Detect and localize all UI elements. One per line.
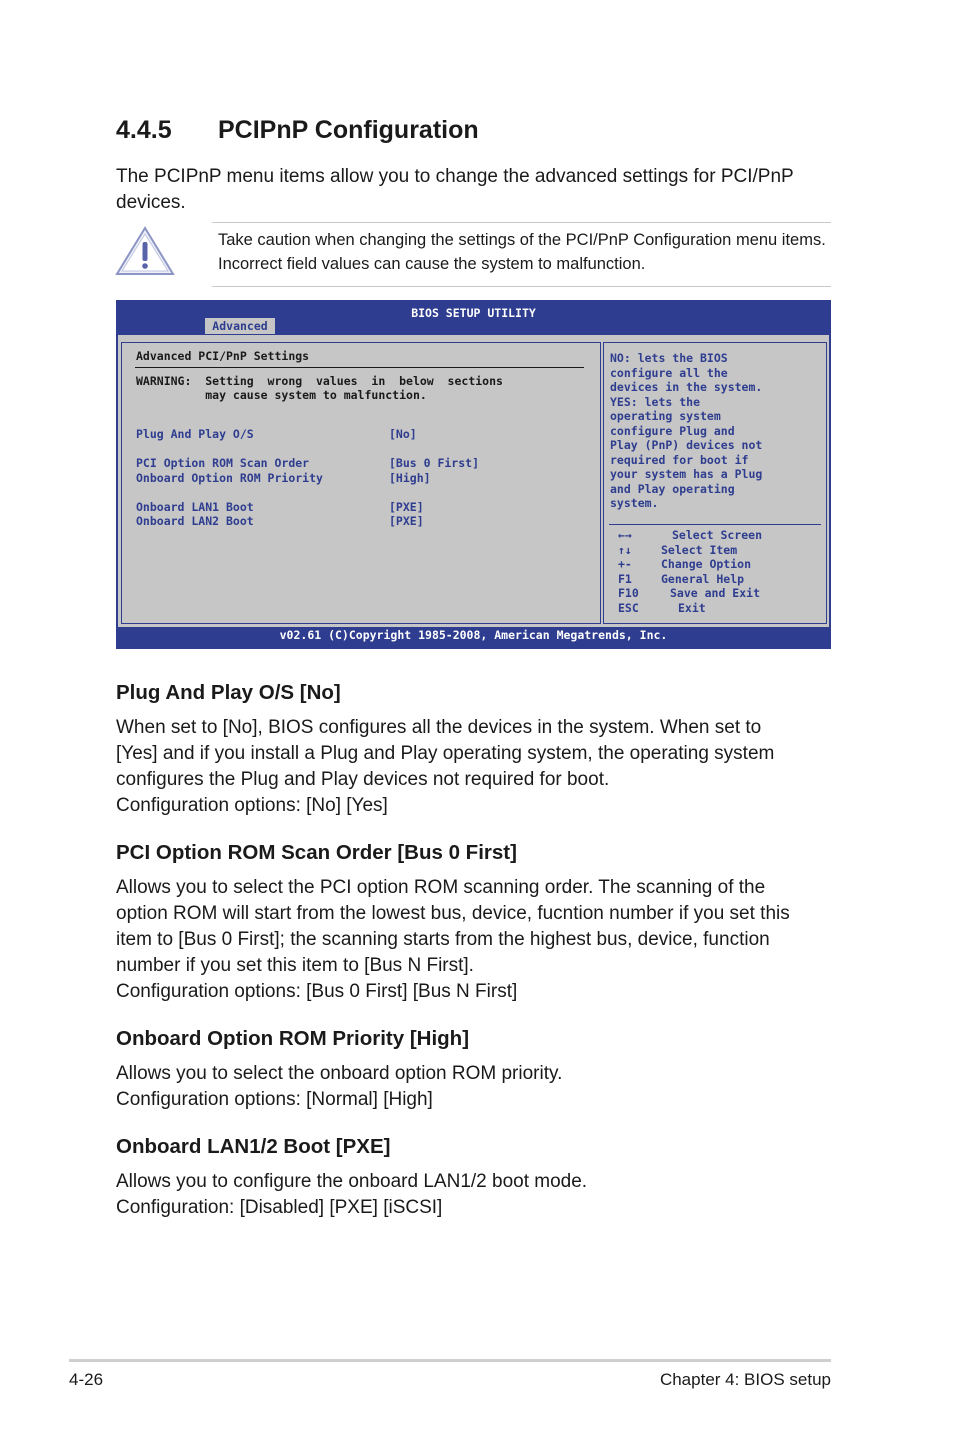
item-onboard-lan2-boot[interactable]: Onboard LAN2 Boot	[136, 514, 254, 528]
text-line: When set to [No], BIOS configures all the devices in the system. When set to	[116, 717, 762, 738]
value-onboard-lan1-boot[interactable]: [PXE]	[389, 500, 424, 514]
key-action: General Help	[661, 571, 745, 586]
heading-pci-option-rom-scan-order: PCI Option ROM Scan Order [Bus 0 First]	[116, 841, 517, 864]
text-line: Configuration options: [No] [Yes]	[116, 795, 388, 816]
heading-plug-and-play-os: Plug And Play O/S [No]	[116, 681, 341, 704]
key-action: Select Screen	[672, 528, 763, 542]
text-line: item to [Bus 0 First]; the scanning starts from the highest bus, device, function	[116, 929, 770, 950]
help-line: required for boot if	[610, 452, 749, 467]
caution-bottom-rule	[212, 286, 831, 287]
item-pci-option-rom-scan-order[interactable]: PCI Option ROM Scan Order	[136, 456, 310, 470]
help-line: configure Plug and	[610, 423, 735, 438]
intro-paragraph: The PCIPnP menu items allow you to change the advanced settings for PCI/PnP devices.	[116, 166, 794, 213]
help-line: and Play operating	[610, 481, 735, 496]
item-onboard-lan1-boot[interactable]: Onboard LAN1 Boot	[136, 500, 254, 514]
text-line: Configuration options: [Bus 0 First] [Bus N First]	[116, 981, 518, 1002]
heading-onboard-option-rom-priority: Onboard Option ROM Priority [High]	[116, 1027, 470, 1050]
help-line: devices in the system.	[610, 380, 763, 394]
value-onboard-lan2-boot[interactable]: [PXE]	[389, 514, 424, 528]
heading-onboard-lan-boot: Onboard LAN1/2 Boot [PXE]	[116, 1135, 391, 1158]
warning-line-2: may cause system to malfunction.	[136, 388, 427, 402]
paragraph-onboard-option-rom-priority	[116, 1061, 831, 1113]
key-f1: F1	[618, 571, 632, 586]
text-line: Allows you to configure the onboard LAN1/2 boot mode.	[116, 1171, 588, 1192]
key-plus-minus: +-	[618, 557, 632, 571]
text-line: Allows you to select the PCI option ROM scanning order. The scanning of the	[116, 877, 766, 898]
section-number: 4.4.5	[116, 116, 172, 144]
paragraph-plug-and-play-os	[116, 715, 831, 819]
text-line: option ROM will start from the lowest bus, device, fucntion number if you set this	[116, 903, 790, 924]
bios-title: BIOS SETUP UTILITY	[411, 306, 536, 320]
key-action: Change Option	[661, 557, 752, 571]
help-divider	[609, 524, 821, 525]
section-title-text: PCIPnP Configuration	[218, 116, 479, 144]
key-f10: F10	[618, 586, 639, 600]
caution-text: Take caution when changing the settings of the PCI/PnP Configuration menu items. Incorrect field values can cause the system to malfunction.	[218, 231, 826, 273]
tab-advanced[interactable]: Advanced	[205, 318, 275, 334]
panel-title: Advanced PCI/PnP Settings	[136, 349, 310, 363]
page-number: 4-26	[69, 1370, 104, 1389]
item-onboard-option-rom-priority[interactable]: Onboard Option ROM Priority	[136, 471, 323, 485]
help-line: YES: lets the	[610, 394, 701, 409]
bios-body	[118, 335, 829, 627]
value-onboard-option-rom-priority[interactable]: [High]	[389, 471, 431, 485]
section-title	[116, 116, 479, 145]
bios-footer: v02.61 (C)Copyright 1985-2008, American Megatrends, Inc.	[279, 628, 668, 642]
warning-triangle-icon	[114, 225, 176, 277]
chapter-label: Chapter 4: BIOS setup	[659, 1370, 831, 1389]
key-action: Save and Exit	[670, 586, 761, 600]
help-line: Play (PnP) devices not	[610, 438, 763, 452]
help-line: operating system	[610, 409, 721, 423]
text-line: configures the Plug and Play devices not required for boot.	[116, 769, 610, 790]
key-arrows-up-down: ↑↓	[618, 542, 632, 557]
help-line: system.	[610, 496, 659, 510]
paragraph-pci-option-rom-scan-order	[116, 875, 831, 1005]
key-action: Exit	[678, 600, 706, 615]
key-esc: ESC	[618, 600, 639, 615]
text-line: number if you set this item to [Bus N First].	[116, 955, 474, 976]
warning-line-1: WARNING: Setting wrong values in below sections	[136, 374, 503, 388]
text-line: Allows you to select the onboard option ROM priority.	[116, 1063, 563, 1084]
help-line: configure all the	[610, 365, 728, 380]
help-line: your system has a Plug	[610, 467, 763, 481]
help-line: NO: lets the BIOS	[610, 351, 728, 365]
panel-title-rule	[135, 367, 584, 368]
item-plug-and-play-os[interactable]: Plug And Play O/S	[136, 427, 254, 441]
bios-screen	[116, 300, 831, 649]
text-line: Configuration options: [Normal] [High]	[116, 1089, 433, 1110]
text-line: [Yes] and if you install a Plug and Play operating system, the operating system	[116, 743, 775, 764]
key-arrows-left-right: ←→	[618, 528, 632, 542]
value-pci-option-rom-scan-order[interactable]: [Bus 0 First]	[389, 456, 480, 470]
paragraph-onboard-lan-boot	[116, 1169, 831, 1221]
text-line: Configuration: [Disabled] [PXE] [iSCSI]	[116, 1197, 443, 1218]
caution-top-rule	[212, 222, 831, 223]
value-plug-and-play-os[interactable]: [No]	[389, 427, 417, 441]
key-action: Select Item	[661, 542, 738, 557]
footer-rule	[69, 1359, 831, 1362]
